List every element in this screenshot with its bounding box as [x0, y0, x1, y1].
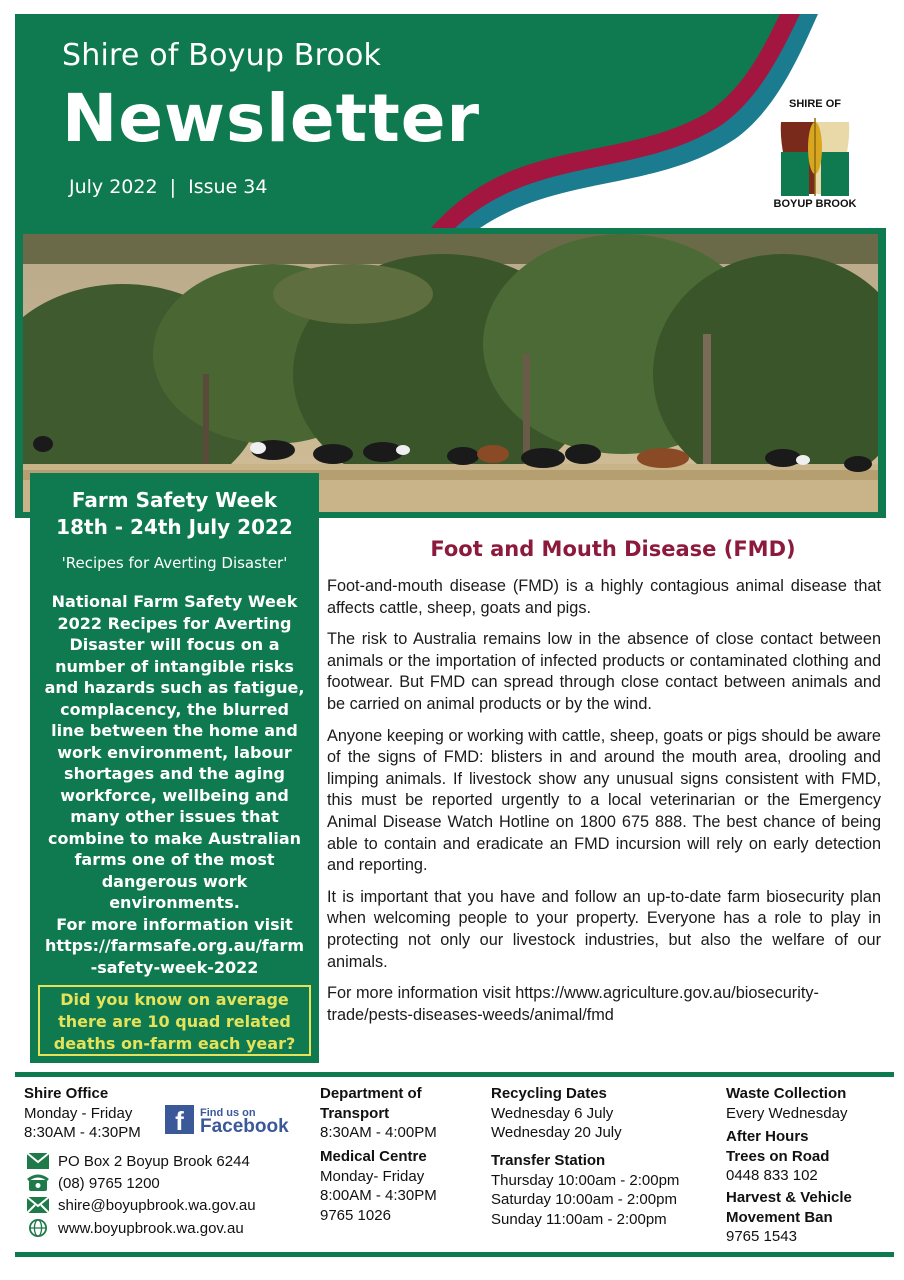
waste-heading: Waste Collection	[726, 1085, 847, 1102]
website-contact[interactable]	[26, 1219, 244, 1237]
waste-day: Every Wednesday	[726, 1104, 848, 1122]
harvest-heading-line2: Movement Ban	[726, 1208, 833, 1226]
facebook-icon: f	[165, 1105, 194, 1134]
farm-safety-title	[30, 487, 319, 541]
transport-hours: 8:30AM - 4:00PM	[320, 1124, 437, 1141]
issue-date: July 2022 | Issue 34	[69, 176, 268, 198]
recycling-date-1: Wednesday 6 July	[491, 1104, 614, 1122]
shire-logo	[765, 98, 865, 218]
shire-office-block	[24, 1084, 141, 1143]
farm-safety-week-panel	[30, 473, 319, 1063]
facebook-label: Facebook	[200, 1115, 289, 1137]
globe-icon	[26, 1219, 50, 1237]
medical-hours: 8:00AM - 4:30PM	[320, 1187, 437, 1204]
email-contact[interactable]	[26, 1196, 256, 1214]
fmd-paragraph: Anyone keeping or working with cattle, sheep, goats or pigs should be aware of the signs of FMD: blisters in and around the mouth area, drooling and limping animals. If livestock show any unusual signs consistent with FMD, this must be reported urgently to a local veterinarian or the Emergency Animal Disease Watch Hotline on 1800 675 888. The best chance of being able to contain and eradicate an FMD incursion will rely on early detection and reporting.	[327, 726, 881, 875]
transport-heading-line1: Department of	[320, 1085, 422, 1102]
footer-bottom-rule	[15, 1252, 894, 1257]
phone-text: (08) 9765 1200	[58, 1174, 160, 1192]
farm-safety-body: National Farm Safety Week 2022 Recipes for Averting Disaster will focus on a number of intangible risks and hazards such as fatigue, complacency, the blurred line between the home and work environment, labour shortages and the aging workforce, wellbeing and many other issues that combine to make Australian farms one of the most dangerous work environments.	[44, 592, 305, 912]
email-icon	[26, 1196, 50, 1214]
transport-block	[320, 1084, 437, 1143]
shire-office-hours: 8:30AM - 4:30PM	[24, 1124, 141, 1141]
postal-address-text: PO Box 2 Boyup Brook 6244	[58, 1152, 250, 1170]
fmd-paragraph: Foot-and-mouth disease (FMD) is a highly contagious animal disease that affects cattle, sheep, goats and pigs.	[327, 577, 881, 617]
facebook-text	[200, 1106, 289, 1137]
logo-emblem-icon	[775, 112, 855, 198]
postal-address	[26, 1152, 250, 1170]
farm-safety-title-line1: Farm Safety Week	[71, 488, 278, 512]
recycling-date-2: Wednesday 20 July	[491, 1124, 622, 1141]
logo-bottom-text: BOYUP BROOK	[773, 198, 857, 210]
transfer-heading: Transfer Station	[491, 1152, 606, 1169]
fmd-paragraph: The risk to Australia remains low in the absence of close contact between animals or the importation of infected products or contaminated clothing and footwear. But FMD can spread through close contact between animals and be carried on animal products or by the wind.	[327, 630, 881, 713]
recycling-heading: Recycling Dates	[491, 1085, 607, 1102]
fmd-more-info[interactable]: For more information visit https://www.agriculture.gov.au/biosecurity-trade/pests-diseases-weeds/animal/fmd	[327, 984, 819, 1024]
trees-block	[726, 1127, 829, 1186]
newsletter-subtitle: Shire of Boyup Brook	[62, 38, 382, 73]
shire-office-days: Monday - Friday	[24, 1104, 133, 1122]
medical-phone: 9765 1026	[320, 1206, 391, 1224]
farm-safety-link[interactable]: https://farmsafe.org.au/farm-safety-week-2022	[44, 936, 305, 977]
waste-block	[726, 1084, 847, 1123]
logo-top-text: SHIRE OF	[789, 98, 841, 110]
harvest-block	[726, 1188, 852, 1247]
facebook-badge[interactable]	[165, 1105, 289, 1137]
farm-safety-more-info: For more information visit	[56, 914, 293, 934]
medical-block	[320, 1147, 437, 1225]
facebook-find-us: Find us on	[200, 1106, 256, 1119]
trees-heading-line2: Trees on Road	[726, 1147, 830, 1165]
transfer-saturday: Saturday 10:00am - 2:00pm	[491, 1191, 677, 1208]
website-text: www.boyupbrook.wa.gov.au	[58, 1219, 244, 1237]
newsletter-title: Newsletter	[62, 80, 481, 157]
transport-heading-line2: Transport	[320, 1104, 390, 1122]
recycling-block	[491, 1084, 622, 1143]
fmd-article-body	[327, 576, 881, 1036]
header-banner	[15, 14, 886, 228]
transfer-thursday: Thursday 10:00am - 2:00pm	[491, 1171, 680, 1189]
medical-heading: Medical Centre	[320, 1148, 427, 1165]
email-text: shire@boyupbrook.wa.gov.au	[58, 1196, 256, 1214]
fmd-paragraph: It is important that you have and follow an up-to-date farm biosecurity plan when welcoming people to your property. Everyone has a role to play in protecting not only our livestock industries, but also the welfare of our animals.	[327, 887, 881, 971]
cattle-paddock-photo	[23, 234, 878, 512]
medical-days: Monday- Friday	[320, 1167, 425, 1185]
trees-heading-line1: After Hours	[726, 1128, 809, 1145]
trees-phone: 0448 833 102	[726, 1167, 818, 1184]
harvest-phone: 9765 1543	[726, 1228, 797, 1245]
shire-office-heading: Shire Office	[24, 1085, 109, 1102]
farm-safety-title-line2: 18th - 24th July 2022	[56, 515, 293, 539]
mail-icon	[26, 1152, 50, 1170]
phone-icon	[26, 1174, 50, 1192]
quad-deaths-callout: Did you know on average there are 10 quad related deaths on-farm each year?	[38, 985, 311, 1056]
footer-top-rule	[15, 1072, 894, 1077]
transfer-sunday: Sunday 11:00am - 2:00pm	[491, 1210, 667, 1228]
farm-safety-theme: 'Recipes for Averting Disaster'	[61, 554, 288, 572]
phone-contact[interactable]	[26, 1174, 160, 1192]
fmd-article-title: Foot and Mouth Disease (FMD)	[430, 537, 796, 561]
harvest-heading-line1: Harvest & Vehicle	[726, 1189, 852, 1206]
transfer-station-block	[491, 1151, 679, 1229]
